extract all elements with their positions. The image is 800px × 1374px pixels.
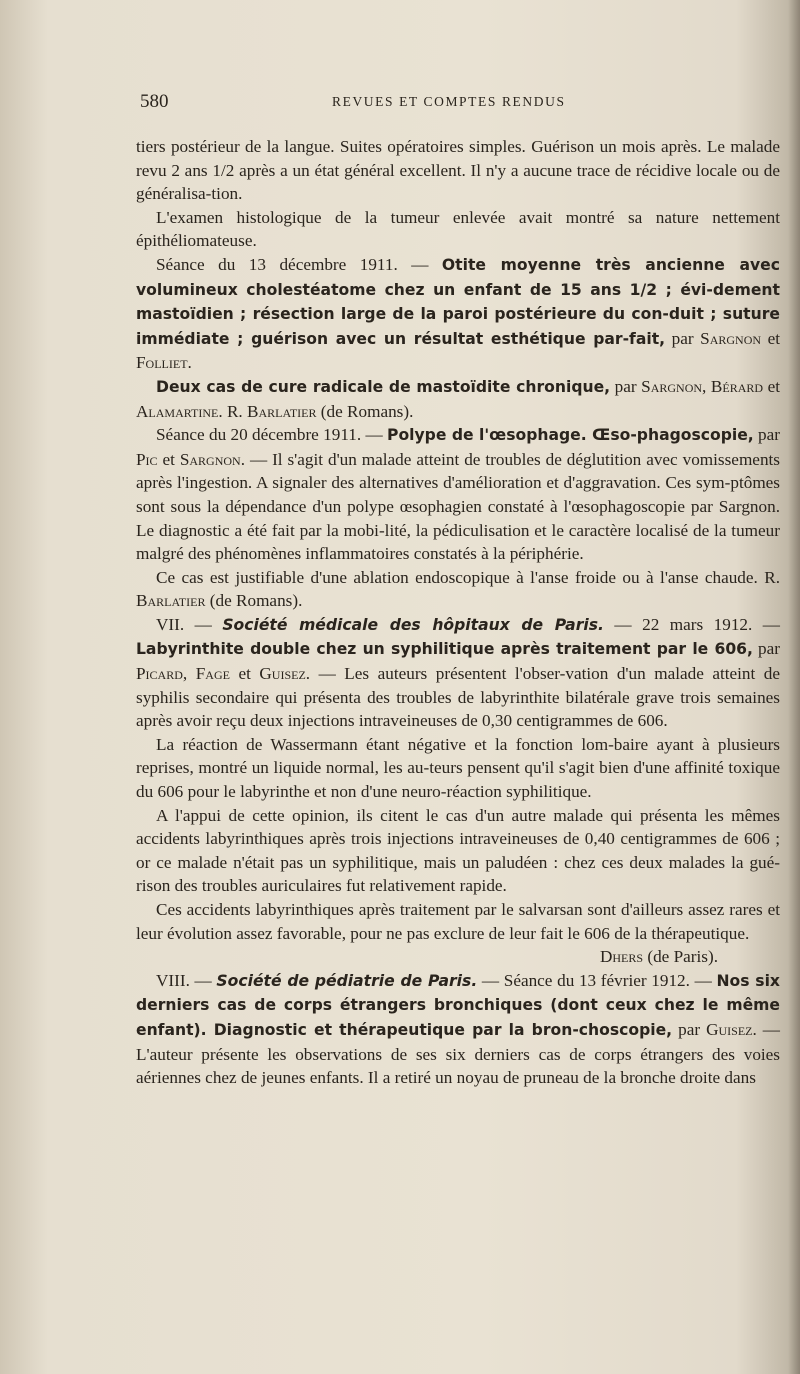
author-name: Guisez	[706, 1019, 753, 1039]
text-run: ,	[182, 664, 196, 684]
text-run: . — Il s'agit d'un malade atteint de troubles de déglutition avec vomissements après l'ingestion. A signaler des alternatives d'amélioration et d'aggravation. Ces sym-ptômes sont sous la dépendance d'un polype œsophagien constaté à l'œsophagoscopie par Sargnon. Le diagnostic a été fait par la mobi-lité, la pédiculisation et le caractère localisé de la tumeur malgré des phénomènes inflammatoires constatés à la périphérie.	[136, 449, 780, 564]
body-text	[136, 135, 780, 1090]
text-run: Ce cas est justifiable d'une ablation endoscopique à l'anse froide ou à l'anse chaude. R.	[156, 567, 780, 587]
text-run: La réaction de Wassermann étant négative et la fonction lom-baire ayant à plusieurs reprises, montré un liquide normal, les au-teurs pensent qu'il s'agit bien d'une affinité toxique du 606 pour le labyrinthe et non d'une neuro-réaction syphilitique.	[136, 734, 780, 802]
text-run: L'examen histologique de la tumeur enlevée avait montré sa nature nettement épithéliomateuse.	[136, 207, 780, 251]
author-name: Sargnon	[700, 328, 762, 348]
text-run: A l'appui de cette opinion, ils citent le cas d'un autre malade qui présenta les mêmes accidents labyrinthiques après trois injections intraveineuses de 0,40 centigrammes de 606 ; or ce malade n'était pas un syphilitique, mais un paludéen : chez ces deux malades la gué-rison des troubles auriculaires fut relativement rapide.	[136, 805, 780, 896]
signature-line	[136, 945, 780, 969]
author-name: Alamartine	[136, 401, 219, 421]
author-name: Folliet	[136, 353, 188, 373]
text-run: et	[229, 664, 260, 684]
title-run: Nos six derniers cas de corps étrangers bronchiques (dont ceux chez le même enfant). Diagnostic et thérapeutique par la bron-choscopie,	[136, 971, 780, 1039]
text-run: Séance du 13 décembre 1911. —	[156, 254, 442, 274]
text-run: et	[761, 328, 780, 348]
text-run: — 22 mars 1912. —	[603, 614, 780, 634]
text-run: — Séance du 13 février 1912. —	[477, 970, 717, 990]
text-run: VIII. —	[156, 970, 217, 990]
title-run: Société de pédiatrie de Paris.	[216, 971, 478, 990]
text-run: . — L'auteur présente les observations de ses six derniers cas de corps étrangers des voies aériennes chez de jeunes enfants. Il a retiré un noyau de pruneau de la bronche droite dans	[136, 1019, 780, 1088]
text-run: Ces accidents labyrinthiques après traitement par le salvarsan sont d'ailleurs assez rares et leur évolution assez favorable, pour ne pas exclure de leur fait le 606 de la thérapeutique.	[136, 900, 780, 943]
author-name: Guisez	[259, 664, 306, 684]
text-run: (de Romans).	[316, 401, 414, 421]
paragraph	[136, 613, 780, 733]
author-name: Sargnon	[641, 376, 703, 396]
text-run: par	[672, 1019, 707, 1039]
page-edge-shadow	[788, 0, 800, 1374]
text-run: Séance du 20 décembre 1911. —	[156, 425, 388, 445]
text-run: par	[753, 425, 780, 445]
text-run: .	[187, 353, 192, 373]
text-run: par	[665, 328, 701, 348]
paragraph	[136, 253, 780, 375]
author-name: Barlatier	[136, 591, 206, 611]
title-run: Polype de l'œsophage. Œso-phagoscopie,	[387, 426, 754, 445]
text-run: par	[610, 376, 642, 396]
paragraph	[136, 375, 780, 423]
paragraph	[136, 206, 780, 253]
title-run: Société médicale des hôpitaux de Paris.	[222, 615, 604, 634]
text-run: (de Paris).	[643, 947, 718, 967]
paragraph	[136, 898, 780, 945]
author-name: Barlatier	[247, 401, 317, 421]
running-head: REVUES ET COMPTES RENDUS	[332, 94, 566, 109]
title-run: Labyrinthite double chez un syphilitique après traitement par le 606,	[136, 640, 753, 659]
text-run: VII. —	[156, 614, 223, 634]
author-name: Pic	[136, 449, 158, 469]
text-run: par	[752, 639, 780, 659]
title-run: Otite moyenne très ancienne avec volumineux cholestéatome chez un enfant de 15 ans 1/2 ; évi-dement mastoïdien ; résection large de la paroi postérieure du con-duit ; suture immédiate ; guérison avec un résultat esthétique par-fait,	[136, 255, 780, 348]
author-name: Picard	[136, 664, 183, 684]
title-run: Deux cas de cure radicale de mastoïdite chronique,	[156, 377, 611, 396]
paragraph	[136, 135, 780, 206]
paragraph	[136, 566, 780, 613]
text-run: . R.	[218, 401, 248, 421]
paragraph	[136, 804, 780, 898]
author-name: Dhers	[599, 947, 644, 967]
text-run: tiers postérieur de la langue. Suites opératoires simples. Guérison un mois après. Le malade revu 2 ans 1/2 après a un état général excellent. Il n'y a aucune trace de récidive locale ou de généralisa-tion.	[136, 137, 780, 204]
text-run: et	[157, 449, 180, 469]
text-run: (de Romans).	[205, 591, 303, 611]
text-run: . — Les auteurs présentent l'obser-vation d'un malade atteint de syphilis secondaire qui présenta des troubles de labyrinthite bilatérale grave trois semaines après avoir reçu deux injections intraveineuses de 0,30 centigrammes de 606.	[136, 664, 781, 731]
author-name: Sargnon	[179, 449, 241, 469]
text-run: ,	[702, 376, 711, 396]
author-name: Fage	[195, 664, 230, 684]
page-number: 580	[140, 91, 169, 112]
author-name: Bérard	[710, 376, 764, 396]
paragraph	[136, 969, 780, 1090]
text-run: et	[763, 376, 781, 396]
page-header	[140, 91, 780, 115]
paragraph	[136, 423, 780, 566]
paragraph	[136, 733, 780, 804]
